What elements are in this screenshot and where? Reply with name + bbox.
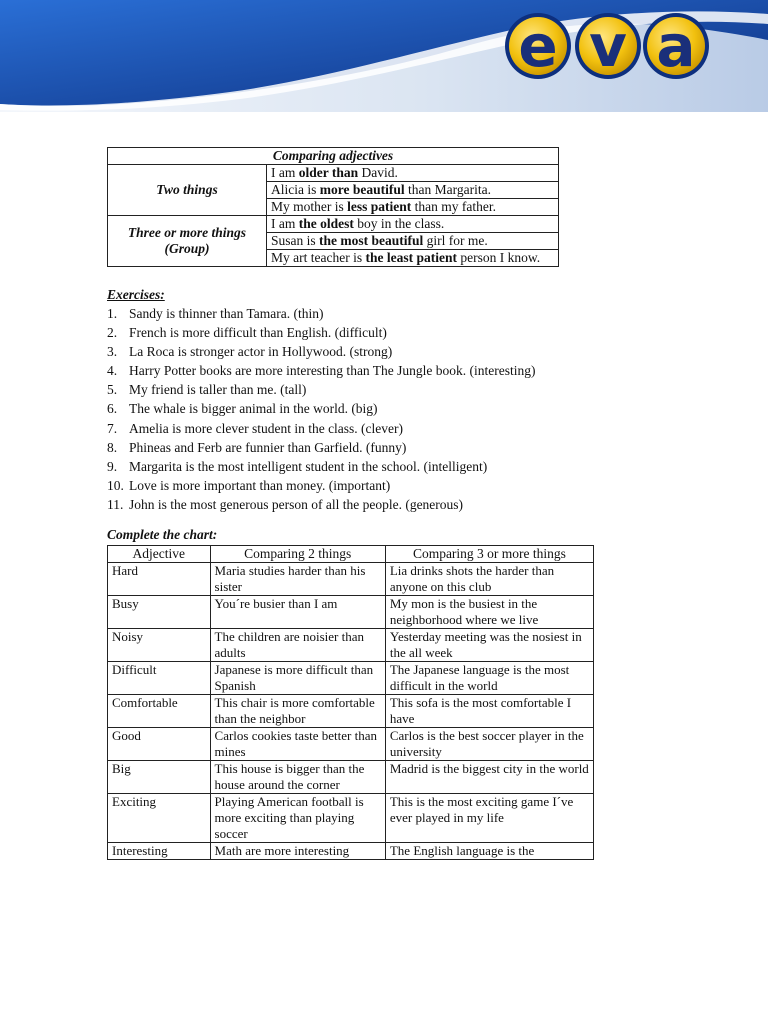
logo-letter-e: e (518, 12, 558, 80)
example-cell (267, 233, 559, 250)
superlative-cell: My mon is the busiest in the neighborhood where we live (385, 596, 593, 629)
complete-chart-table (107, 545, 594, 860)
example-cell (267, 182, 559, 199)
example-text: I am (271, 216, 299, 231)
example-keyword: the oldest (298, 216, 354, 231)
logo-letter-a: a (656, 12, 696, 80)
column-header-comparing-2: Comparing 2 things (210, 546, 385, 563)
example-keyword: more beautiful (319, 182, 405, 197)
list-item (107, 361, 627, 380)
group-label-three-or-more (108, 216, 267, 267)
table-title: Comparing adjectives (108, 148, 559, 165)
example-text: boy in the class. (353, 216, 445, 231)
exercise-text: La Roca is stronger actor in Hollywood. (strong) (129, 344, 393, 360)
table-row (108, 165, 559, 182)
exercise-text: John is the most generous person of all the people. (generous) (129, 496, 464, 512)
table-row (108, 843, 594, 860)
list-item (107, 495, 627, 514)
adjective-cell: Interesting (108, 843, 211, 860)
chart-title: Complete the chart: (107, 527, 218, 542)
example-keyword: the least patient (365, 250, 457, 265)
group-label-two-things (108, 165, 267, 216)
column-header-comparing-3: Comparing 3 or more things (385, 546, 593, 563)
adjective-cell: Difficult (108, 662, 211, 695)
example-text: girl for me. (423, 233, 488, 248)
list-item (107, 438, 627, 457)
superlative-cell: Lia drinks shots the harder than anyone on this club (385, 563, 593, 596)
header-background (0, 0, 768, 112)
superlative-cell: The English language is the (385, 843, 593, 860)
comparative-cell: You´re busier than I am (210, 596, 385, 629)
example-text: David. (358, 165, 398, 180)
table-row (108, 629, 594, 662)
exercise-number: 7. (107, 420, 118, 436)
table-row (108, 761, 594, 794)
list-item (107, 419, 627, 438)
list-item (107, 457, 627, 476)
example-text: My art teacher is (271, 250, 366, 265)
table-row (108, 596, 594, 629)
exercise-text: Phineas and Ferb are funnier than Garfield. (funny) (129, 439, 407, 455)
list-item (107, 380, 627, 399)
example-keyword: the most beautiful (319, 233, 424, 248)
comparative-cell: The children are noisier than adults (210, 629, 385, 662)
exercise-text: Harry Potter books are more interesting than The Jungle book. (interesting) (129, 363, 536, 379)
exercise-text: My friend is taller than me. (tall) (129, 382, 307, 398)
exercise-list (107, 304, 627, 514)
example-keyword: older than (298, 165, 359, 180)
example-text: I am (271, 165, 299, 180)
table-row (108, 794, 594, 843)
exercise-number: 4. (107, 363, 118, 379)
example-cell (267, 250, 559, 267)
table-caption-row (108, 148, 559, 165)
table-row (108, 662, 594, 695)
exercise-number: 8. (107, 439, 118, 455)
table-row (108, 563, 594, 596)
example-cell (267, 165, 559, 182)
example-text: Susan is (271, 233, 320, 248)
table-row (108, 216, 559, 233)
example-cell (267, 216, 559, 233)
exercise-number: 3. (107, 344, 118, 360)
exercise-number: 11. (107, 496, 124, 512)
superlative-cell: This is the most exciting game I´ve ever played in my life (385, 794, 593, 843)
exercise-text: Amelia is more clever student in the class. (clever) (129, 420, 404, 436)
exercise-text: Sandy is thinner than Tamara. (thin) (129, 306, 324, 321)
eva-logo (505, 12, 709, 80)
example-keyword: less patient (347, 199, 412, 214)
group-label-line: (Group) (164, 241, 210, 256)
logo-letter-v: v (589, 12, 627, 80)
adjective-cell: Busy (108, 596, 211, 629)
exercise-number: 1. (107, 306, 118, 321)
comparative-cell: Math are more interesting (210, 843, 385, 860)
superlative-cell: Yesterday meeting was the nosiest in the all week (385, 629, 593, 662)
comparative-cell: Japanese is more difficult than Spanish (210, 662, 385, 695)
adjective-cell: Exciting (108, 794, 211, 843)
table-row (108, 695, 594, 728)
comparative-cell: Maria studies harder than his sister (210, 563, 385, 596)
adjective-cell: Good (108, 728, 211, 761)
header-banner (0, 0, 768, 112)
superlative-cell: This sofa is the most comfortable I have (385, 695, 593, 728)
example-text: Alicia is (271, 182, 320, 197)
example-cell (267, 199, 559, 216)
example-text: My mother is (271, 199, 348, 214)
list-item (107, 304, 627, 323)
adjective-cell: Big (108, 761, 211, 794)
exercises-section (107, 286, 627, 514)
exercise-text: The whale is bigger animal in the world. (big) (129, 401, 378, 417)
comparing-adjectives-table (107, 147, 559, 267)
comparative-cell: This house is bigger than the house around the corner (210, 761, 385, 794)
superlative-cell: Carlos is the best soccer player in the university (385, 728, 593, 761)
group-label-line: Three or more things (127, 225, 247, 240)
superlative-cell: The Japanese language is the most difficult in the world (385, 662, 593, 695)
exercise-number: 9. (107, 458, 118, 474)
column-header-adjective: Adjective (108, 546, 211, 563)
comparative-cell: Playing American football is more exciting than playing soccer (210, 794, 385, 843)
list-item (107, 476, 627, 495)
example-text: than Margarita. (404, 182, 491, 197)
exercise-text: Love is more important than money. (important) (129, 477, 391, 493)
exercise-number: 5. (107, 382, 118, 398)
example-text: person I know. (456, 250, 541, 265)
adjective-cell: Noisy (108, 629, 211, 662)
exercise-text: Margarita is the most intelligent student in the school. (intelligent) (129, 458, 488, 474)
group-label-line: Two things (156, 182, 218, 197)
comparative-cell: This chair is more comfortable than the neighbor (210, 695, 385, 728)
exercises-title: Exercises: (107, 287, 165, 302)
superlative-cell: Madrid is the biggest city in the world (385, 761, 593, 794)
list-item (107, 399, 627, 418)
list-item (107, 342, 627, 361)
table-header-row (108, 546, 594, 563)
example-text: than my father. (411, 199, 496, 214)
list-item (107, 323, 627, 342)
table-row (108, 728, 594, 761)
exercise-number: 2. (107, 325, 118, 341)
adjective-cell: Hard (108, 563, 211, 596)
adjective-cell: Comfortable (108, 695, 211, 728)
comparative-cell: Carlos cookies taste better than mines (210, 728, 385, 761)
exercise-number: 10. (107, 477, 124, 493)
exercise-number: 6. (107, 401, 118, 417)
exercise-text: French is more difficult than English. (difficult) (129, 325, 387, 341)
